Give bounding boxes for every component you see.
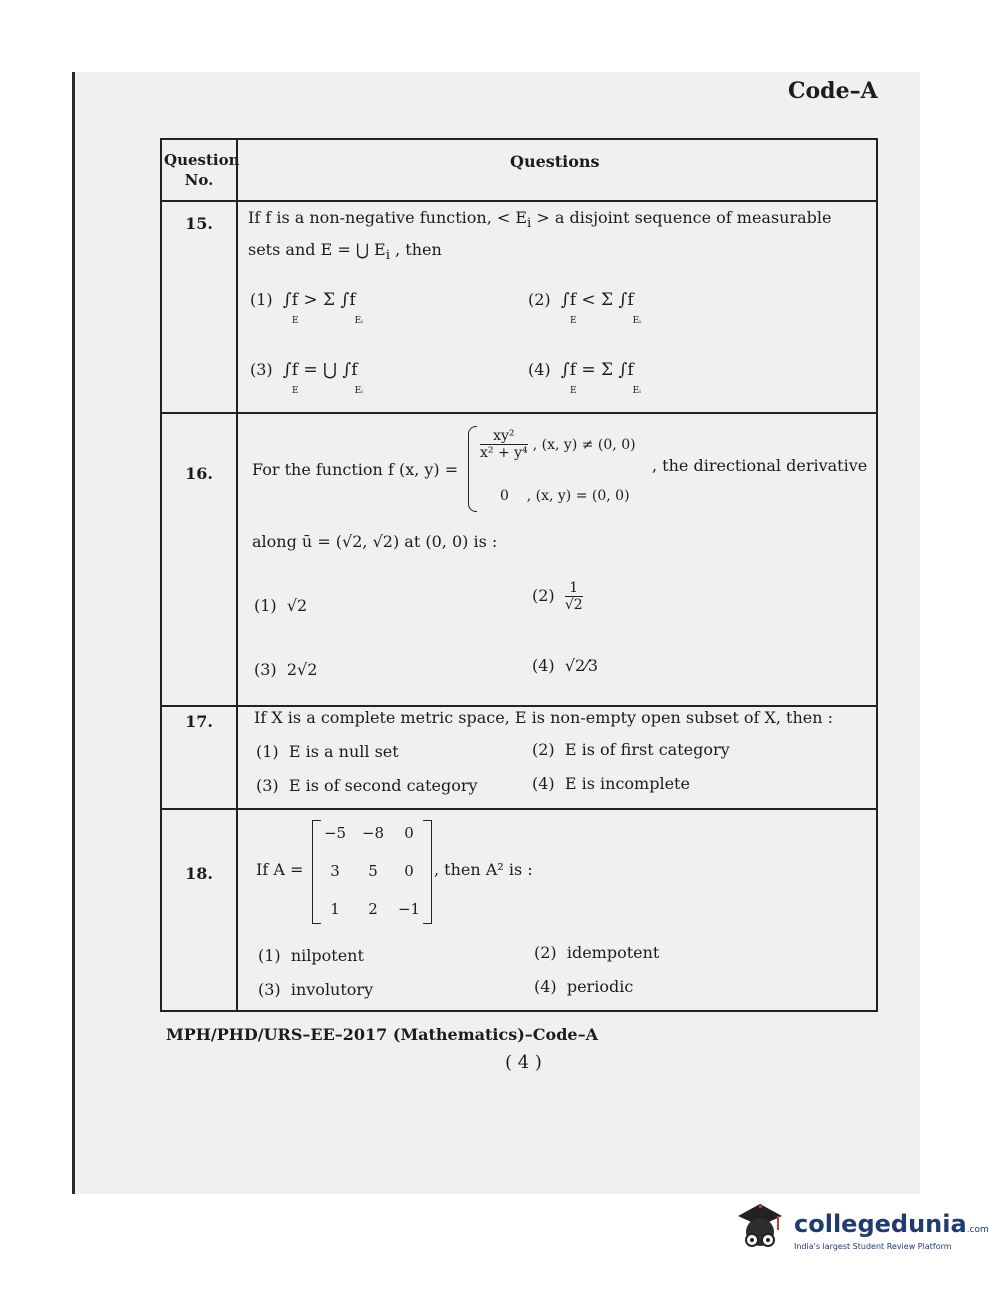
option-16-3[interactable]: (3) 2√2	[254, 660, 318, 679]
page-number: ( 4 )	[505, 1052, 542, 1073]
column-header-questions: Questions	[510, 152, 600, 171]
matrix-a	[312, 820, 432, 926]
matrix-cell: 2	[368, 900, 378, 918]
logo-tagline: India's largest Student Review Platform	[794, 1242, 952, 1251]
matrix-cell: −8	[361, 824, 385, 842]
option-16-4[interactable]: (4) √2⁄3	[532, 656, 599, 675]
question-15-line-2: sets and E = ⋃ $E_i$ , then	[248, 240, 442, 264]
piecewise-brace	[468, 426, 477, 512]
option-15-2[interactable]: (2) ∫f < Σ ∫f	[528, 290, 634, 310]
logo-wordmark: collegedunia.com	[794, 1210, 989, 1238]
option-15-1[interactable]: (1) ∫f > Σ ∫f	[250, 290, 356, 310]
matrix-cell: 1	[330, 900, 340, 918]
exam-footer: MPH/PHD/URS–EE–2017 (Mathematics)–Code–A	[166, 1025, 598, 1044]
question-number: 15.	[185, 214, 213, 233]
matrix-left-bracket	[312, 820, 321, 924]
paper-code: Code–A	[788, 78, 878, 104]
row-divider	[162, 200, 876, 202]
question-number: 16.	[185, 464, 213, 483]
option-17-3[interactable]: (3) E is of second category	[256, 776, 478, 795]
option-17-1[interactable]: (1) E is a null set	[256, 742, 399, 761]
option-18-1[interactable]: (1) nilpotent	[258, 946, 364, 965]
matrix-cell: 5	[368, 862, 378, 880]
option-16-2[interactable]: (2) $\frac{1}{√2}$	[532, 580, 583, 613]
question-15-line-1: If f is a non-negative function, < $E_i > a$ disjoint sequence of measurable	[248, 208, 832, 232]
column-header-question-no: Question No.	[164, 151, 240, 189]
option-15-3[interactable]: (3) ∫f = ⋃ ∫f	[250, 360, 358, 380]
option-15-1-sub: E Eᵢ	[292, 316, 363, 326]
option-17-4[interactable]: (4) E is incomplete	[532, 774, 690, 793]
option-18-2[interactable]: (2) idempotent	[534, 943, 660, 962]
piecewise-case-2: 0 , (x, y) = (0, 0)	[500, 488, 630, 504]
matrix-cell: 0	[404, 824, 414, 842]
question-18-prefix: If A =	[256, 860, 304, 879]
collegedunia-logo[interactable]	[730, 1198, 989, 1268]
option-18-4[interactable]: (4) periodic	[534, 977, 634, 996]
matrix-cell: −5	[323, 824, 347, 842]
question-number: 18.	[185, 864, 213, 883]
matrix-cell: 0	[404, 862, 414, 880]
option-17-2[interactable]: (2) E is of first category	[532, 740, 730, 759]
question-table	[160, 138, 878, 1012]
matrix-cell: 3	[330, 862, 340, 880]
option-15-4-sub: E Eᵢ	[570, 386, 641, 396]
row-divider	[162, 412, 876, 414]
option-16-1[interactable]: (1) √2	[254, 596, 308, 615]
option-15-3-sub: E Eᵢ	[292, 386, 363, 396]
question-16-prefix: For the function f (x, y) =	[252, 460, 459, 479]
row-divider	[162, 705, 876, 707]
option-18-3[interactable]: (3) involutory	[258, 980, 374, 999]
matrix-cell: −1	[397, 900, 421, 918]
row-divider	[162, 808, 876, 810]
student-mascot-icon	[730, 1198, 790, 1262]
question-number: 17.	[185, 712, 213, 731]
option-15-4[interactable]: (4) ∫f = Σ ∫f	[528, 360, 634, 380]
column-divider	[236, 140, 238, 1010]
question-17-line-1: If X is a complete metric space, E is non-empty open subset of X, then :	[254, 708, 834, 727]
option-15-2-sub: E Eᵢ	[570, 316, 641, 326]
matrix-right-bracket	[423, 820, 432, 924]
question-18-suffix: , then A² is :	[434, 860, 533, 879]
question-16-suffix: , the directional derivative	[652, 456, 868, 475]
question-16-line-2: along ū = (√2, √2) at (0, 0) is :	[252, 532, 498, 551]
piecewise-case-1: $\frac{\text{xy²}}{\text{x² + y⁴}}$ , (x, y) ≠ (0, 0)	[480, 428, 636, 461]
